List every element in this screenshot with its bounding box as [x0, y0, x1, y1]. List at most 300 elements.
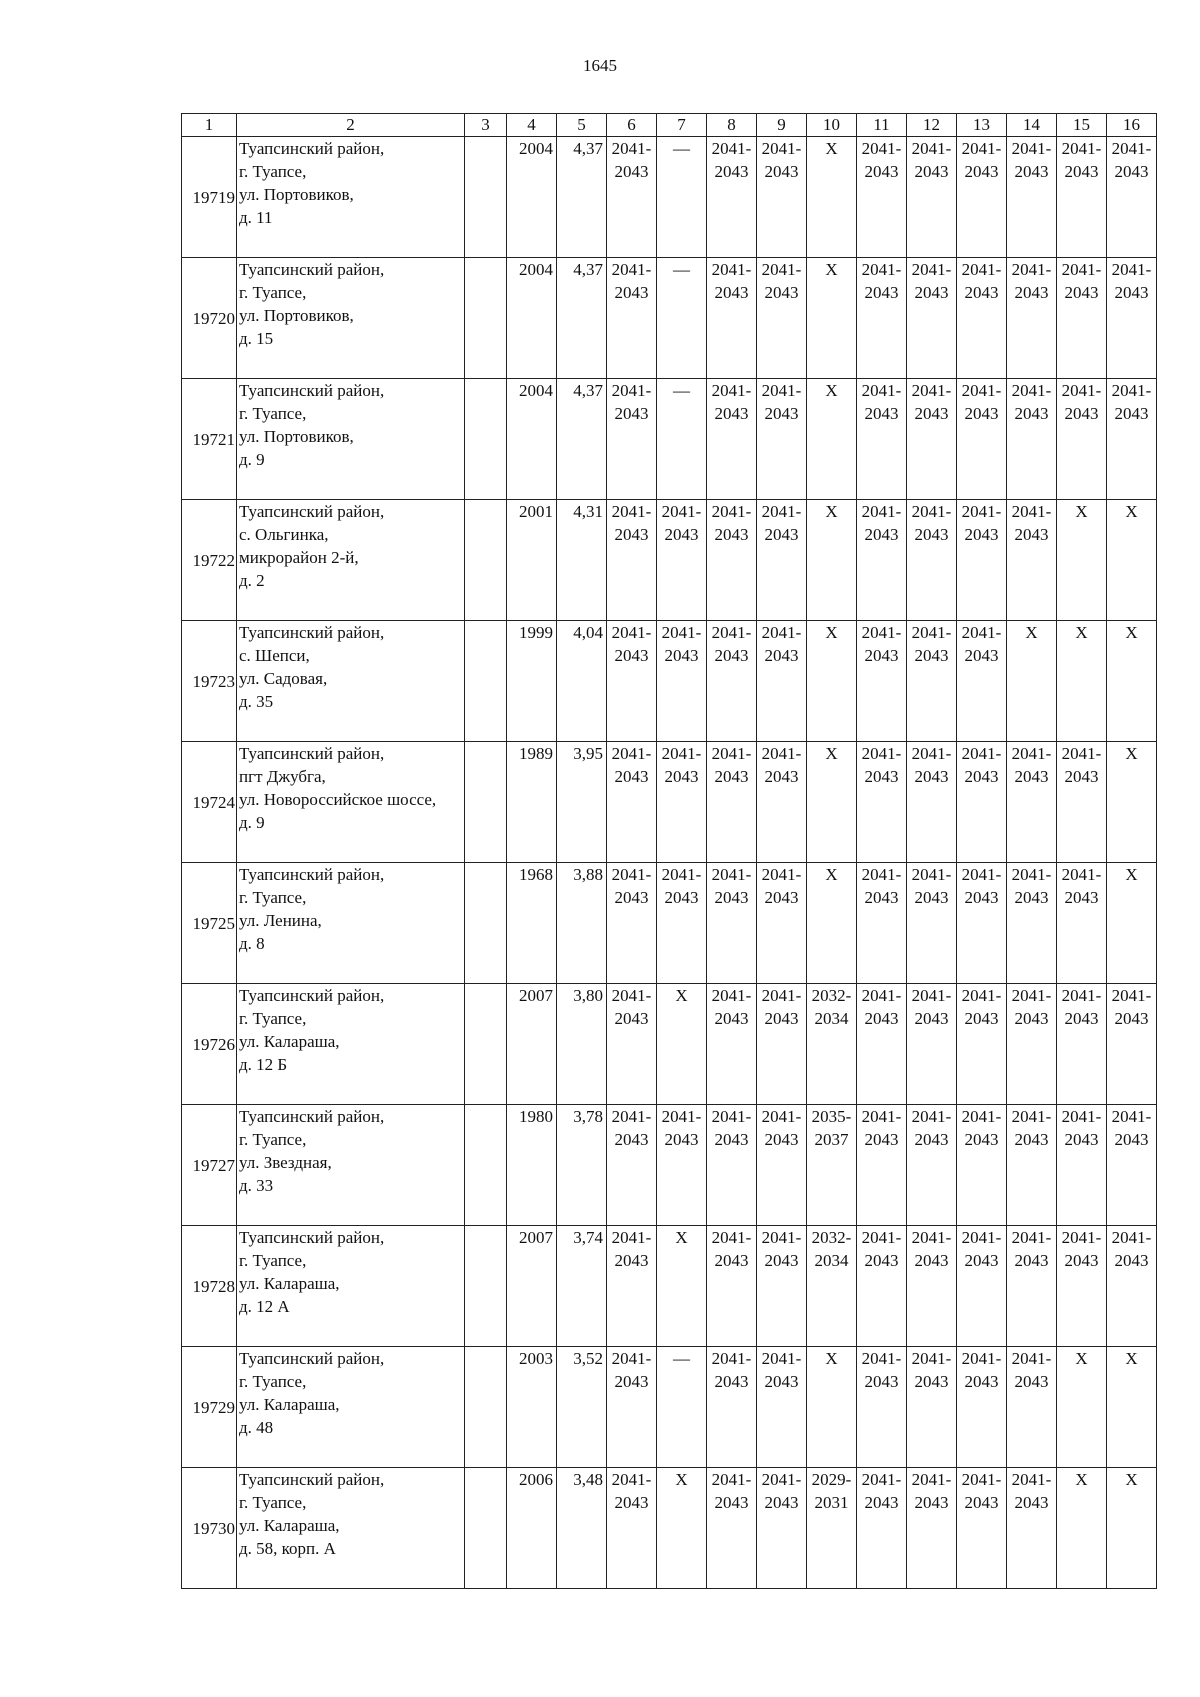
period-cell-c11 — [857, 984, 907, 1105]
period-cell-c16 — [1107, 137, 1157, 258]
period-line: 2041- — [861, 139, 902, 158]
period-line: 2043 — [1014, 1251, 1049, 1270]
period-line: 2043 — [714, 1493, 749, 1512]
period-line: 2043 — [1014, 888, 1049, 907]
period-cell-c13 — [957, 137, 1007, 258]
period-cell-c9 — [757, 137, 807, 258]
period-line: 2041- — [1011, 139, 1052, 158]
period-line: 2041- — [661, 623, 702, 642]
period-line: Х — [825, 865, 838, 884]
address-line: Туапсинский район, — [239, 502, 385, 521]
address-line: д. 11 — [239, 208, 273, 227]
column-number: 15 — [1057, 114, 1107, 137]
period-line: 2041- — [661, 744, 702, 763]
period-line: 2043 — [614, 1130, 649, 1149]
period-cell-c9 — [757, 1468, 807, 1589]
address-line: микрорайон 2-й, — [239, 548, 359, 567]
period-line: 2043 — [964, 162, 999, 181]
period-cell-c15 — [1057, 863, 1107, 984]
row-number: 19722 — [182, 500, 237, 621]
period-line: 2041- — [611, 865, 652, 884]
period-cell-c12 — [907, 1105, 957, 1226]
address-line: д. 12 Б — [239, 1055, 288, 1074]
period-line: 2041- — [961, 139, 1002, 158]
address-line: д. 15 — [239, 329, 274, 348]
period-cell-c16 — [1107, 984, 1157, 1105]
address-line: Туапсинский район, — [239, 1470, 385, 1489]
period-cell-c9 — [757, 500, 807, 621]
period-cell-c10 — [807, 1347, 857, 1468]
address-cell — [237, 742, 465, 863]
period-line: 2041- — [1011, 865, 1052, 884]
column-number: 4 — [507, 114, 557, 137]
period-cell-c15 — [1057, 1105, 1107, 1226]
period-line: 2043 — [1064, 1130, 1099, 1149]
period-line: 2041- — [961, 381, 1002, 400]
period-line: 2043 — [764, 1009, 799, 1028]
period-cell-c7 — [657, 984, 707, 1105]
period-line: 2041- — [661, 502, 702, 521]
period-line: 2043 — [914, 283, 949, 302]
value-cell: 3,80 — [557, 984, 607, 1105]
period-line: Х — [675, 1470, 688, 1489]
address-line: ул. Портовиков, — [239, 427, 354, 446]
column-number: 1 — [182, 114, 237, 137]
period-cell-c8 — [707, 621, 757, 742]
period-cell-c7 — [657, 379, 707, 500]
period-line: 2043 — [914, 404, 949, 423]
period-line: 2043 — [1014, 1372, 1049, 1391]
year-cell: 2007 — [507, 984, 557, 1105]
period-cell-c11 — [857, 1105, 907, 1226]
period-line: 2037 — [814, 1130, 849, 1149]
table-row — [182, 1105, 1157, 1226]
period-cell-c11 — [857, 1468, 907, 1589]
period-cell-c6 — [607, 863, 657, 984]
period-line: 2041- — [611, 623, 652, 642]
period-line: 2043 — [1064, 162, 1099, 181]
address-line: ул. Калараша, — [239, 1395, 340, 1414]
period-line: 2043 — [714, 162, 749, 181]
value-cell: 3,74 — [557, 1226, 607, 1347]
period-cell-c7 — [657, 742, 707, 863]
period-line: 2041- — [861, 1470, 902, 1489]
address-line: д. 9 — [239, 813, 265, 832]
address-line: ул. Портовиков, — [239, 185, 354, 204]
table-row — [182, 621, 1157, 742]
period-cell-c16 — [1107, 258, 1157, 379]
period-line: 2043 — [864, 162, 899, 181]
address-line: с. Шепси, — [239, 646, 310, 665]
period-line: 2043 — [714, 404, 749, 423]
value-cell: 4,04 — [557, 621, 607, 742]
period-line: 2041- — [611, 1349, 652, 1368]
period-cell-c14 — [1007, 1226, 1057, 1347]
period-cell-c11 — [857, 621, 907, 742]
column-number: 16 — [1107, 114, 1157, 137]
period-line: 2043 — [964, 646, 999, 665]
period-line: 2041- — [711, 139, 752, 158]
period-line: 2043 — [914, 1372, 949, 1391]
value-cell: 4,37 — [557, 137, 607, 258]
period-cell-c12 — [907, 742, 957, 863]
address-line: г. Туапсе, — [239, 888, 307, 907]
period-cell-c9 — [757, 863, 807, 984]
period-line: 2043 — [914, 1009, 949, 1028]
period-line: 2043 — [1014, 1130, 1049, 1149]
period-cell-c9 — [757, 742, 807, 863]
column-number: 3 — [465, 114, 507, 137]
year-cell: 1968 — [507, 863, 557, 984]
period-line: 2043 — [714, 283, 749, 302]
period-line: 2041- — [611, 1107, 652, 1126]
address-cell — [237, 621, 465, 742]
period-line: 2043 — [1114, 283, 1149, 302]
address-line: Туапсинский район, — [239, 381, 385, 400]
period-line: 2041- — [611, 260, 652, 279]
period-line: 2043 — [614, 404, 649, 423]
period-line: 2043 — [964, 888, 999, 907]
period-cell-c8 — [707, 500, 757, 621]
period-line: 2041- — [911, 381, 952, 400]
period-line: Х — [825, 1349, 838, 1368]
period-cell-c10 — [807, 258, 857, 379]
period-cell-c15 — [1057, 742, 1107, 863]
period-cell-c14 — [1007, 1468, 1057, 1589]
period-line: 2043 — [964, 1130, 999, 1149]
period-line: 2043 — [864, 525, 899, 544]
address-line: г. Туапсе, — [239, 1009, 307, 1028]
period-line: 2041- — [1011, 1107, 1052, 1126]
period-cell-c10 — [807, 742, 857, 863]
period-line: 2043 — [714, 767, 749, 786]
period-line: 2041- — [1011, 1228, 1052, 1247]
period-line: 2041- — [1061, 1107, 1102, 1126]
period-line: — — [673, 381, 690, 400]
value-cell: 3,95 — [557, 742, 607, 863]
period-line: 2041- — [961, 1107, 1002, 1126]
period-line: 2041- — [711, 1470, 752, 1489]
address-line: ул. Ленина, — [239, 911, 322, 930]
period-line: 2043 — [964, 283, 999, 302]
address-line: г. Туапсе, — [239, 1251, 307, 1270]
period-line: 2041- — [911, 986, 952, 1005]
table-row — [182, 1468, 1157, 1589]
period-line: 2043 — [1064, 888, 1099, 907]
period-line: 2034 — [814, 1251, 849, 1270]
column-number: 7 — [657, 114, 707, 137]
address-cell — [237, 863, 465, 984]
period-line: — — [673, 260, 690, 279]
period-cell-c10 — [807, 984, 857, 1105]
period-line: 2041- — [861, 986, 902, 1005]
period-cell-c13 — [957, 621, 1007, 742]
period-cell-c8 — [707, 258, 757, 379]
row-number: 19724 — [182, 742, 237, 863]
period-line: 2041- — [761, 1470, 802, 1489]
table-row — [182, 1226, 1157, 1347]
period-line: 2041- — [1061, 865, 1102, 884]
period-line: 2043 — [614, 1372, 649, 1391]
period-line: 2043 — [764, 162, 799, 181]
period-line: — — [673, 1349, 690, 1368]
period-line: 2041- — [861, 623, 902, 642]
period-line: Х — [675, 1228, 688, 1247]
period-cell-c14 — [1007, 1347, 1057, 1468]
period-cell-c16 — [1107, 742, 1157, 863]
period-cell-c13 — [957, 1226, 1007, 1347]
period-line: 2043 — [964, 1251, 999, 1270]
period-line: 2041- — [861, 744, 902, 763]
year-cell: 2003 — [507, 1347, 557, 1468]
period-line: 2041- — [1111, 986, 1152, 1005]
address-line: д. 8 — [239, 934, 265, 953]
period-cell-c14 — [1007, 379, 1057, 500]
table-row — [182, 984, 1157, 1105]
period-line: Х — [1075, 1470, 1088, 1489]
address-cell — [237, 1347, 465, 1468]
period-line: 2043 — [914, 162, 949, 181]
period-line: 2041- — [1061, 381, 1102, 400]
col3-cell — [465, 1226, 507, 1347]
col3-cell — [465, 1347, 507, 1468]
col3-cell — [465, 500, 507, 621]
period-line: 2041- — [1011, 502, 1052, 521]
period-line: 2043 — [1014, 162, 1049, 181]
period-line: 2043 — [964, 525, 999, 544]
period-line: 2041- — [861, 1107, 902, 1126]
period-line: 2041- — [961, 502, 1002, 521]
period-line: 2041- — [711, 260, 752, 279]
period-cell-c11 — [857, 379, 907, 500]
year-cell: 1989 — [507, 742, 557, 863]
period-cell-c16 — [1107, 1105, 1157, 1226]
address-line: ул. Портовиков, — [239, 306, 354, 325]
period-cell-c12 — [907, 984, 957, 1105]
col3-cell — [465, 621, 507, 742]
address-line: ул. Новороссийское шоссе, — [239, 790, 437, 809]
period-line: 2041- — [711, 1228, 752, 1247]
period-line: Х — [675, 986, 688, 1005]
period-cell-c15 — [1057, 984, 1107, 1105]
period-cell-c9 — [757, 1105, 807, 1226]
period-cell-c16 — [1107, 500, 1157, 621]
period-line: 2041- — [661, 865, 702, 884]
period-line: 2043 — [614, 525, 649, 544]
period-line: 2043 — [1114, 1251, 1149, 1270]
period-cell-c8 — [707, 742, 757, 863]
period-cell-c13 — [957, 379, 1007, 500]
period-line: 2041- — [711, 744, 752, 763]
column-number: 10 — [807, 114, 857, 137]
period-cell-c9 — [757, 1347, 807, 1468]
period-line: 2041- — [1061, 744, 1102, 763]
period-line: 2043 — [1064, 283, 1099, 302]
period-line: 2043 — [714, 1009, 749, 1028]
address-cell — [237, 1468, 465, 1589]
period-line: 2041- — [861, 1349, 902, 1368]
period-cell-c13 — [957, 1468, 1007, 1589]
period-line: 2043 — [964, 1009, 999, 1028]
period-cell-c10 — [807, 621, 857, 742]
period-line: 2043 — [614, 646, 649, 665]
period-line: Х — [1125, 865, 1138, 884]
period-cell-c15 — [1057, 500, 1107, 621]
period-line: 2043 — [1014, 1493, 1049, 1512]
year-cell: 2004 — [507, 258, 557, 379]
period-line: 2041- — [711, 1349, 752, 1368]
period-cell-c11 — [857, 137, 907, 258]
address-line: д. 12 А — [239, 1297, 290, 1316]
address-line: Туапсинский район, — [239, 986, 385, 1005]
period-cell-c10 — [807, 1226, 857, 1347]
period-line: 2043 — [864, 1130, 899, 1149]
period-cell-c16 — [1107, 621, 1157, 742]
value-cell: 3,78 — [557, 1105, 607, 1226]
period-line: 2043 — [614, 283, 649, 302]
period-line: 2041- — [761, 986, 802, 1005]
period-cell-c8 — [707, 379, 757, 500]
period-cell-c16 — [1107, 1226, 1157, 1347]
period-cell-c15 — [1057, 379, 1107, 500]
period-cell-c8 — [707, 1105, 757, 1226]
period-cell-c16 — [1107, 1468, 1157, 1589]
address-line: ул. Калараша, — [239, 1516, 340, 1535]
period-line: 2041- — [761, 1349, 802, 1368]
period-line: 2043 — [1064, 1251, 1099, 1270]
register-table — [181, 113, 1157, 1589]
row-number: 19725 — [182, 863, 237, 984]
period-cell-c10 — [807, 137, 857, 258]
period-line: 2043 — [1114, 1130, 1149, 1149]
period-line: Х — [1075, 502, 1088, 521]
period-line: 2041- — [961, 744, 1002, 763]
period-cell-c9 — [757, 379, 807, 500]
period-line: 2041- — [711, 986, 752, 1005]
period-line: 2043 — [1064, 1009, 1099, 1028]
period-cell-c12 — [907, 1347, 957, 1468]
period-line: 2041- — [1111, 1107, 1152, 1126]
row-number: 19721 — [182, 379, 237, 500]
period-line: 2041- — [761, 623, 802, 642]
period-line: 2043 — [614, 162, 649, 181]
period-line: 2041- — [611, 1470, 652, 1489]
period-cell-c12 — [907, 258, 957, 379]
col3-cell — [465, 258, 507, 379]
address-line: д. 9 — [239, 450, 265, 469]
period-line: Х — [1125, 623, 1138, 642]
table-row — [182, 379, 1157, 500]
period-line: 2041- — [1011, 1349, 1052, 1368]
period-cell-c9 — [757, 984, 807, 1105]
period-line: 2041- — [1011, 986, 1052, 1005]
period-cell-c12 — [907, 1226, 957, 1347]
year-cell: 2004 — [507, 379, 557, 500]
period-line: 2041- — [761, 260, 802, 279]
period-line: 2043 — [764, 1251, 799, 1270]
value-cell: 3,52 — [557, 1347, 607, 1468]
address-line: Туапсинский район, — [239, 1228, 385, 1247]
period-line: 2043 — [714, 888, 749, 907]
address-line: ул. Звездная, — [239, 1153, 332, 1172]
period-line: 2043 — [864, 404, 899, 423]
address-line: г. Туапсе, — [239, 283, 307, 302]
period-cell-c16 — [1107, 1347, 1157, 1468]
period-line: 2041- — [711, 1107, 752, 1126]
period-line: Х — [825, 744, 838, 763]
period-line: 2043 — [614, 888, 649, 907]
period-cell-c6 — [607, 258, 657, 379]
period-line: 2031 — [814, 1493, 849, 1512]
column-number: 11 — [857, 114, 907, 137]
period-line: 2041- — [961, 865, 1002, 884]
period-line: 2041- — [1011, 1470, 1052, 1489]
period-line: 2043 — [1014, 767, 1049, 786]
period-line: 2043 — [614, 1493, 649, 1512]
period-line: 2041- — [711, 502, 752, 521]
address-line: с. Ольгинка, — [239, 525, 329, 544]
address-line: д. 2 — [239, 571, 265, 590]
period-line: 2043 — [914, 888, 949, 907]
period-line: 2043 — [914, 1130, 949, 1149]
period-line: 2043 — [864, 283, 899, 302]
row-number: 19720 — [182, 258, 237, 379]
period-cell-c7 — [657, 258, 707, 379]
period-line: 2041- — [761, 744, 802, 763]
period-line: 2041- — [611, 381, 652, 400]
period-cell-c6 — [607, 137, 657, 258]
period-cell-c8 — [707, 984, 757, 1105]
period-cell-c15 — [1057, 621, 1107, 742]
period-line: 2041- — [961, 1470, 1002, 1489]
period-line: 2043 — [764, 525, 799, 544]
period-line: 2041- — [1011, 744, 1052, 763]
period-line: 2041- — [911, 502, 952, 521]
period-line: 2041- — [911, 1470, 952, 1489]
period-line: 2041- — [861, 1228, 902, 1247]
table-row — [182, 742, 1157, 863]
period-line: 2041- — [861, 865, 902, 884]
address-line: г. Туапсе, — [239, 1493, 307, 1512]
period-cell-c15 — [1057, 258, 1107, 379]
period-line: 2043 — [1014, 283, 1049, 302]
address-line: Туапсинский район, — [239, 865, 385, 884]
period-cell-c15 — [1057, 1468, 1107, 1589]
period-line: 2041- — [911, 139, 952, 158]
address-line: пгт Джубга, — [239, 767, 326, 786]
period-cell-c12 — [907, 379, 957, 500]
address-line: Туапсинский район, — [239, 139, 385, 158]
period-line: 2035- — [811, 1107, 852, 1126]
period-cell-c13 — [957, 500, 1007, 621]
period-line: 2043 — [764, 1130, 799, 1149]
address-line: г. Туапсе, — [239, 404, 307, 423]
period-cell-c13 — [957, 984, 1007, 1105]
period-line: 2043 — [614, 767, 649, 786]
period-line: 2041- — [911, 865, 952, 884]
period-line: 2041- — [761, 865, 802, 884]
address-cell — [237, 258, 465, 379]
period-cell-c14 — [1007, 621, 1057, 742]
table-row — [182, 137, 1157, 258]
period-cell-c12 — [907, 137, 957, 258]
period-line: 2043 — [964, 1493, 999, 1512]
period-line: 2043 — [914, 1251, 949, 1270]
period-cell-c6 — [607, 1468, 657, 1589]
period-line: 2041- — [1111, 1228, 1152, 1247]
period-line: 2041- — [661, 1107, 702, 1126]
column-number-row — [182, 114, 1157, 137]
